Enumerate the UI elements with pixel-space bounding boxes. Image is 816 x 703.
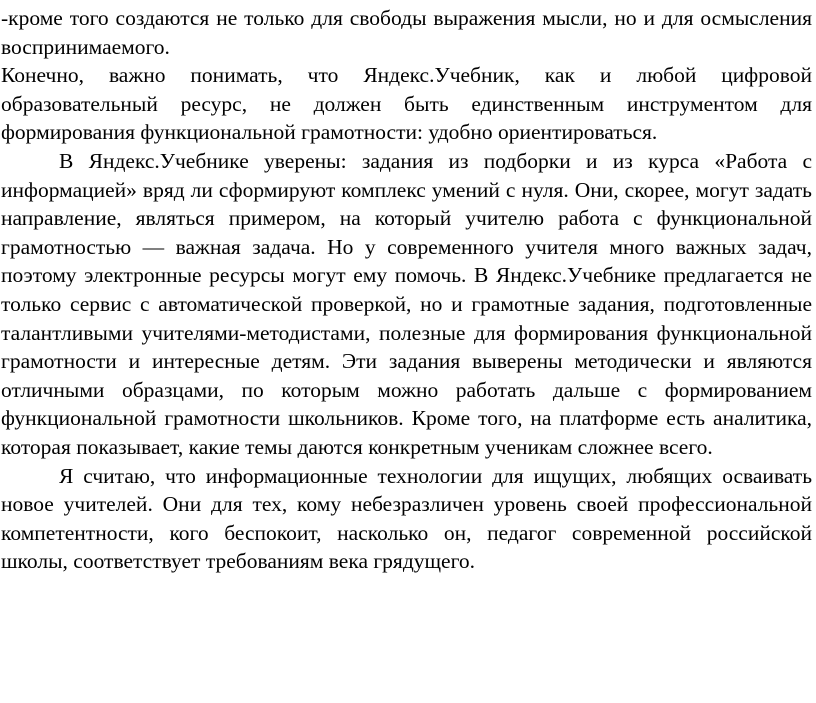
paragraph-1: -кроме того создаются не только для свободы выражения мысли, но и для осмысления воспринимаемого. [1,6,812,59]
paragraph-2: Конечно, важно понимать, что Яндекс.Учебник, как и любой цифровой образовательный ресурс, не должен быть единственным инструментом для формирования функциональной грамотности: удобно ориентироваться. [1,63,812,145]
paragraph-4: Я считаю, что информационные технологии для ищущих, любящих осваивать новое учителей. Они для тех, кому небезразличен уровень своей профессиональной компетентности, кого беспокоит, насколько он, педагог современной российской школы, соответствует требованиям века грядущего. [1,463,812,574]
paragraph-3: В Яндекс.Учебнике уверены: задания из подборки и из курса «Работа с информацией» вряд ли сформируют комплекс умений с нуля. Они, скорее, могут задать направление, являться примером, на который учителю работа с функциональной грамотностью — важная задача. Но у современного учителя много важных задач, поэтому электронные ресурсы могут ему помочь. В Яндекс.Учебнике предлагается не только сервис с автоматической проверкой, но и грамотные задания, подготовленные талантливыми учителями-методистами, полезные для формирования функциональной грамотности и интересные детям. Эти задания выверены методически и являются отличными образцами, по которым можно работать дальше с формированием функциональной грамотности школьников. Кроме того, на платформе есть аналитика, которая показывает, какие темы даются конкретным ученикам сложнее всего. [1,148,812,459]
